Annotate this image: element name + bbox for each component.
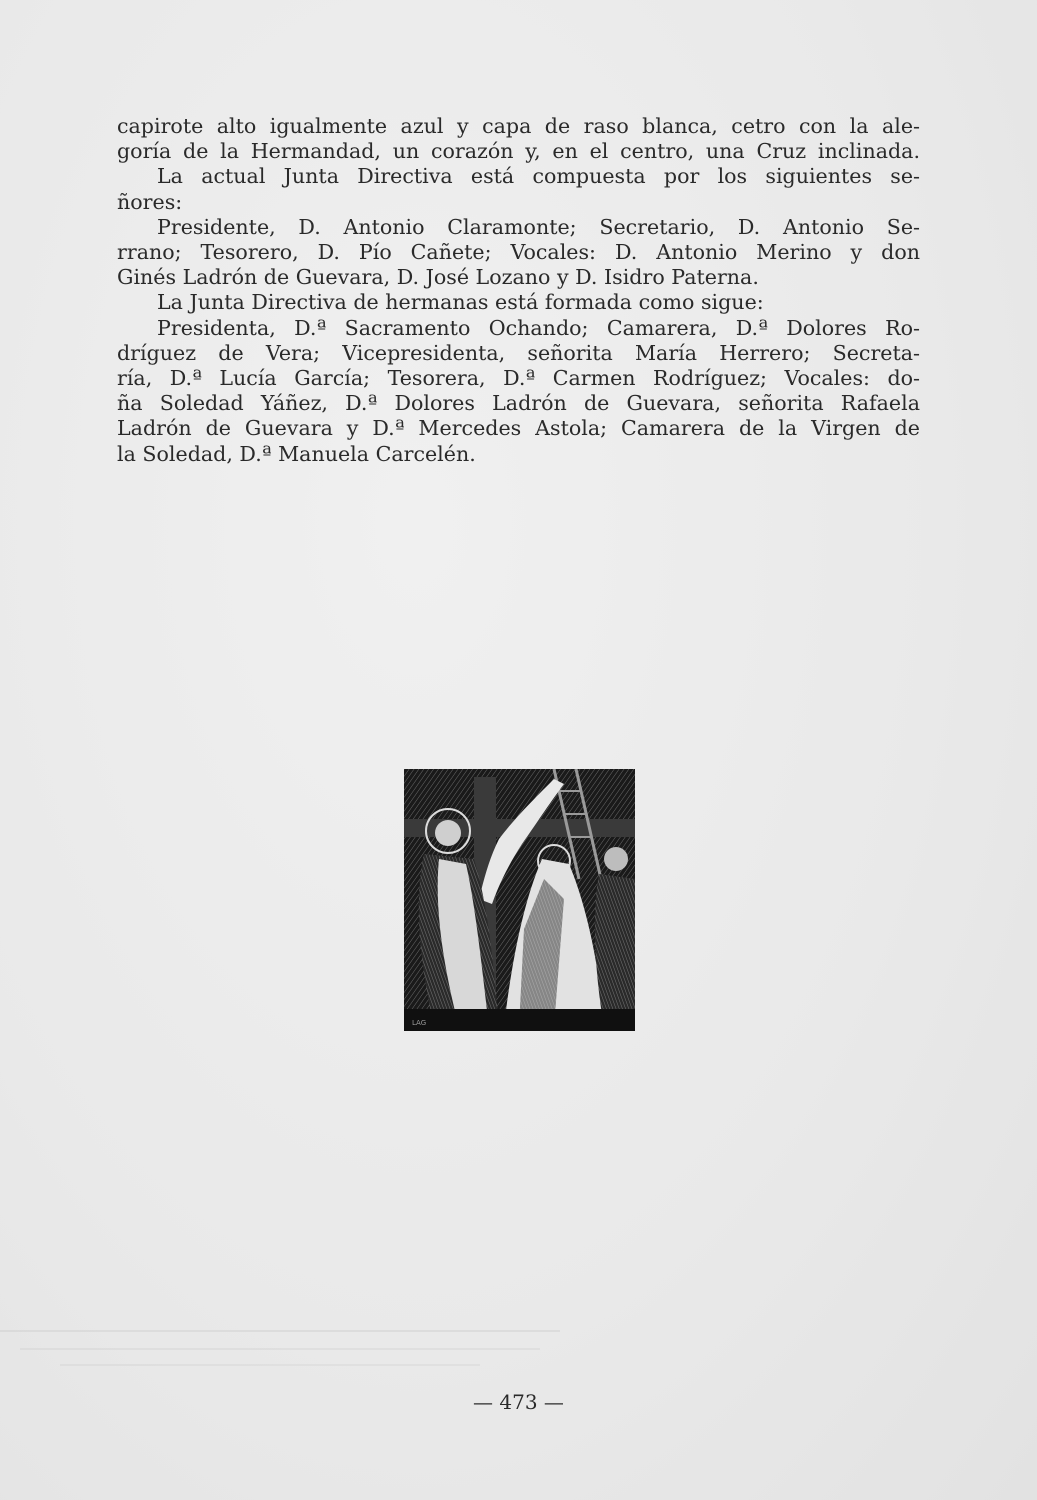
body-line: La actual Junta Directiva está compuesta por los siguientes se- <box>157 164 920 189</box>
body-text <box>117 114 920 467</box>
body-line: Ladrón de Guevara y D.ª Mercedes Astola; Camarera de la Virgen de <box>117 416 920 441</box>
body-line: La Junta Directiva de hermanas está formada como sigue: <box>157 290 764 315</box>
body-line: dríguez de Vera; Vicepresidenta, señorita María Herrero; Secreta- <box>117 340 920 365</box>
body-line: ría, D.ª Lucía García; Tesorera, D.ª Carmen Rodríguez; Vocales: do- <box>117 366 920 391</box>
scan-artifact <box>20 1348 540 1350</box>
body-line: goría de la Hermandad, un corazón y, en el centro, una Cruz inclinada. <box>117 139 920 164</box>
body-line: capirote alto igualmente azul y capa de raso blanca, cetro con la ale- <box>117 114 920 138</box>
scan-artifact <box>0 1330 560 1332</box>
body-line: Ginés Ladrón de Guevara, D. José Lozano y D. Isidro Paterna. <box>117 265 759 290</box>
scan-artifact <box>60 1364 480 1366</box>
body-line: rrano; Tesorero, D. Pío Cañete; Vocales: D. Antonio Merino y don <box>117 240 920 265</box>
body-line: la Soledad, D.ª Manuela Carcelén. <box>117 441 476 466</box>
engraving-artwork <box>404 769 635 1031</box>
body-line: ñores: <box>117 189 183 214</box>
body-line: ña Soledad Yáñez, D.ª Dolores Ladrón de Guevara, señorita Rafaela <box>117 391 920 416</box>
body-line: Presidente, D. Antonio Claramonte; Secretario, D. Antonio Se- <box>157 214 920 239</box>
descent-from-cross-engraving <box>404 769 635 1031</box>
page-number: — 473 — <box>473 1390 564 1414</box>
engraver-initials: LAG <box>412 1019 427 1027</box>
body-line: Presidenta, D.ª Sacramento Ochando; Camarera, D.ª Dolores Ro- <box>157 315 920 340</box>
